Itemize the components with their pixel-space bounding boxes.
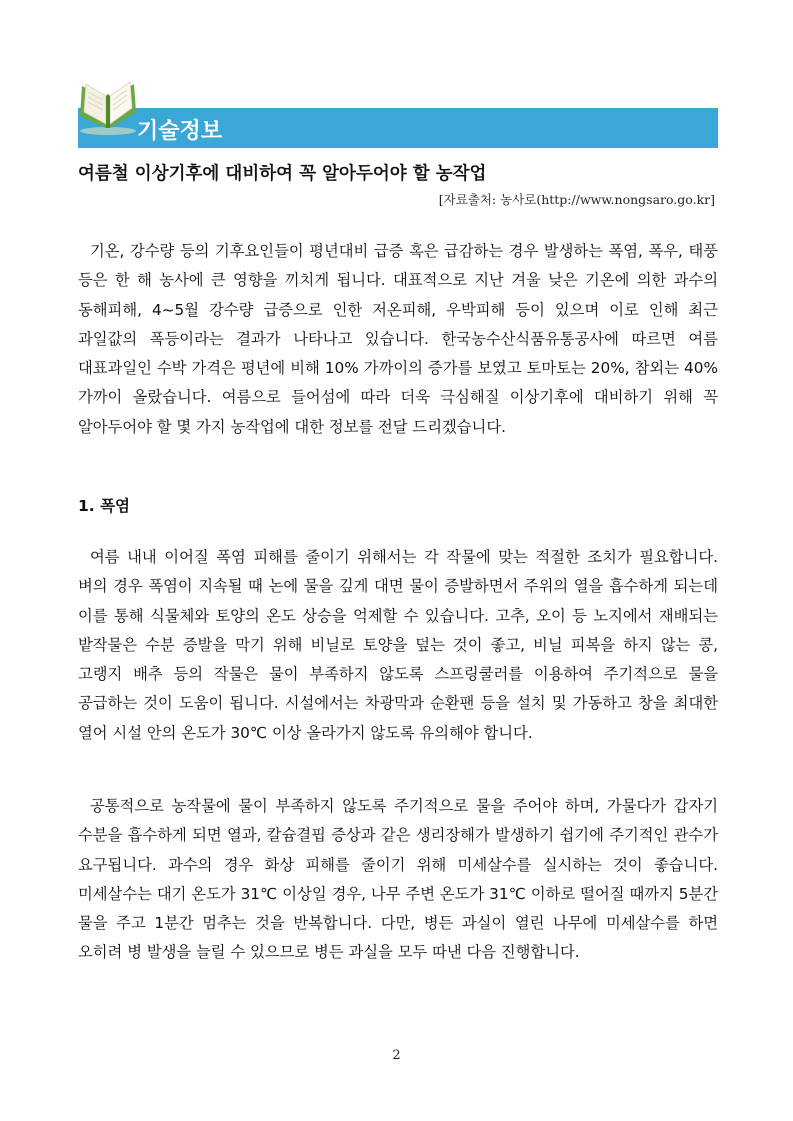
section-heading-heatwave: 1. 폭염 bbox=[78, 497, 131, 515]
banner-title: 기술정보 bbox=[137, 119, 223, 144]
article-title: 여름철 이상기후에 대비하여 꼭 알아두어야 할 농작업 bbox=[78, 164, 487, 184]
heatwave-paragraph-1: 여름 내내 이어질 폭염 피해를 줄이기 위해서는 각 작물에 맞는 적절한 조치가 필요합니다. 벼의 경우 폭염이 지속될 때 논에 물을 깊게 대면 물이 증발하면서 주위의 열을 흡수하게 되는데 이를 통해 식물체와 토양의 온도 상승을 억제할 수 있습니다. 고추, 오이 등 노지에서 재배되는 밭작물은 수분 증발을 막기 위해 비닐로 토양을 덮는 것이 좋고, 비닐 피복을 하지 않는 콩, 고랭지 배추 등의 작물은 물이 부족하지 않도록 스프링쿨러를 이용하여 주기적으로 물을 공급하는 것이 도움이 됩니다. 시설에서는 차광막과 순환팬 등을 설치 및 가동하고 창을 최대한 열어 시설 안의 온도가 30℃ 이상 올라가지 않도록 유의해야 합니다. bbox=[78, 548, 718, 742]
heatwave-paragraph-2: 공통적으로 농작물에 물이 부족하지 않도록 주기적으로 물을 주어야 하며, 가물다가 갑자기 수분을 흡수하게 되면 열과, 칼슘결핍 증상과 같은 생리장해가 발생하기 쉽기에 주기적인 관수가 요구됩니다. 과수의 경우 화상 피해를 줄이기 위해 미세살수를 실시하는 것이 좋습니다. 미세살수는 대기 온도가 31℃ 이상일 경우, 나무 주변 온도가 31℃ 이하로 떨어질 때까지 5분간 물을 주고 1분간 멈추는 것을 반복합니다. 다만, 병든 과실이 열린 나무에 미세살수를 하면 오히려 병 발생을 늘릴 수 있으므로 병든 과실을 모두 따낸 다음 진행합니다. bbox=[78, 797, 718, 962]
intro-paragraph: 기온, 강수량 등의 기후요인들이 평년대비 급증 혹은 급감하는 경우 발생하는 폭염, 폭우, 태풍 등은 한 해 농사에 큰 영향을 끼치게 됩니다. 대표적으로 지난 겨울 낮은 기온에 의한 과수의 동해피해, 4~5월 강수량 급증으로 인한 저온피해, 우박피해 등이 있으며 이로 인해 최근 과일값의 폭등이라는 결과가 나타나고 있습니다. 한국농수산식품유통공사에 따르면 여름 대표과일인 수박 가격은 평년에 비해 10% 가까이의 증가를 보였고 토마토는 20%, 참외는 40% 가까이 올랐습니다. 여름으로 들어섬에 따라 더욱 극심해질 이상기후에 대비하기 위해 꼭 알아두어야 할 몇 가지 농작업에 대한 정보를 전달 드리겠습니다. bbox=[78, 242, 719, 436]
open-book-icon bbox=[76, 78, 140, 136]
source-citation: [자료출처: 농사로(http://www.nongsaro.go.kr] bbox=[438, 192, 715, 207]
page-number: 2 bbox=[392, 1048, 401, 1063]
